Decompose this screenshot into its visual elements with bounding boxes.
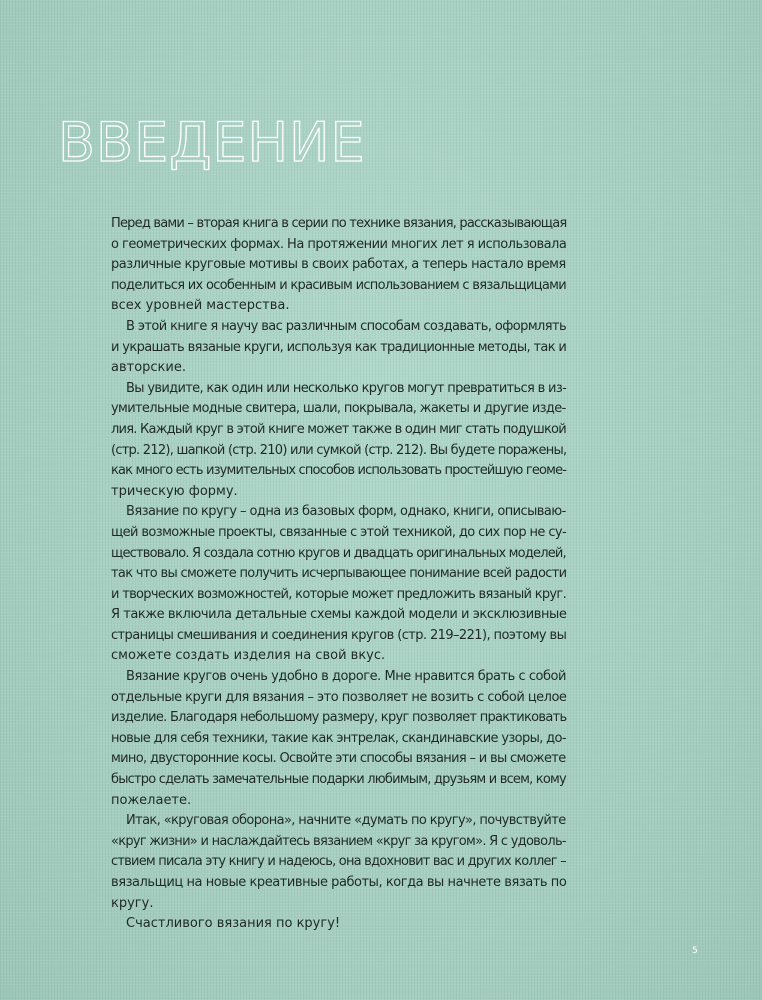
page-title: ВВЕДЕНИЕ — [58, 111, 366, 174]
text-line: сможете создать изделия на свой вкус. — [111, 648, 386, 664]
text-line: как много есть изумительных способов использовать простейшую геоме- — [111, 463, 567, 479]
text-line: о геометрических формах. На протяжении многих лет я использовала — [111, 236, 567, 252]
text-line: (стр. 212), шапкой (стр. 210) или сумкой (стр. 212). Вы будете поражены, — [111, 442, 567, 458]
text-line: Итак, «круговая оборона», начните «думать по кругу», почувствуйте — [126, 813, 566, 829]
text-line: отдельные круги для вязания – это позволяет не возить с собой целое — [111, 689, 567, 705]
text-line: Вы увидите, как один или несколько кругов могут превратиться в из- — [126, 380, 567, 396]
text-line: умительные модные свитера, шали, покрывала, жакеты и другие изде- — [111, 401, 566, 417]
page-number: 5 — [692, 946, 698, 956]
body-text — [111, 214, 566, 935]
text-line: всех уровней мастерства. — [111, 298, 290, 314]
text-line: так что вы сможете получить исчерпывающее понимание всей радости — [111, 566, 567, 582]
text-line: ществовало. Я создала сотню кругов и двадцать оригинальных моделей, — [111, 545, 566, 561]
text-line: различные круговые мотивы в своих работах, а теперь настало время — [111, 257, 566, 273]
text-line: «круг жизни» и наслаждайтесь вязанием «круг за кругом». Я с удоволь- — [111, 833, 566, 849]
text-line: авторские. — [111, 360, 186, 376]
text-line: страницы смешивания и соединения кругов (стр. 219–221), поэтому вы — [111, 627, 567, 643]
text-line: Вязание кругов очень удобно в дороге. Мне нравится брать с собой — [126, 669, 567, 685]
text-line: и творческих возможностей, которые может предложить вязаный круг. — [111, 586, 567, 602]
text-line: поделиться их особенным и красивым использованием с вязальщицами — [111, 277, 566, 293]
text-line: лия. Каждый круг в этой книге может также в один миг стать подушкой — [111, 421, 566, 437]
text-line: и украшать вязаные круги, используя как традиционные методы, так и — [111, 339, 567, 355]
text-line: вязальщиц на новые креативные работы, когда вы начнете вязать по — [111, 875, 567, 890]
text-line: ствием писала эту книгу и надеюсь, она вдохновит вас и других коллег – — [111, 854, 566, 870]
text-line: изделие. Благодаря небольшому размеру, круг позволяет практиковать — [111, 710, 567, 726]
text-line: Я также включила детальные схемы каждой модели и эксклюзивные — [111, 607, 567, 623]
text-line: В этой книге я научу вас различным способам создавать, оформлять — [126, 318, 567, 334]
text-line: пожелаете. — [111, 792, 192, 808]
text-line: Перед вами – вторая книга в серии по технике вязания, рассказывающая — [111, 216, 567, 231]
text-line: Счастливого вязания по кругу! — [126, 916, 341, 932]
text-line: новые для себя техники, такие как энтрелак, скандинавские узоры, до- — [111, 730, 566, 746]
text-line: мино, двусторонние косы. Освойте эти способы вязания – и вы сможете — [111, 751, 566, 767]
text-line: кругу. — [111, 895, 154, 911]
text-line: щей возможные проекты, связанные с этой техникой, до сих пор не су- — [111, 524, 567, 540]
text-line: быстро сделать замечательные подарки любимым, друзьям и всем, кому — [111, 772, 566, 788]
text-line: трическую форму. — [111, 483, 238, 499]
text-line: Вязание по кругу – одна из базовых форм, однако, книги, описываю- — [126, 504, 566, 520]
